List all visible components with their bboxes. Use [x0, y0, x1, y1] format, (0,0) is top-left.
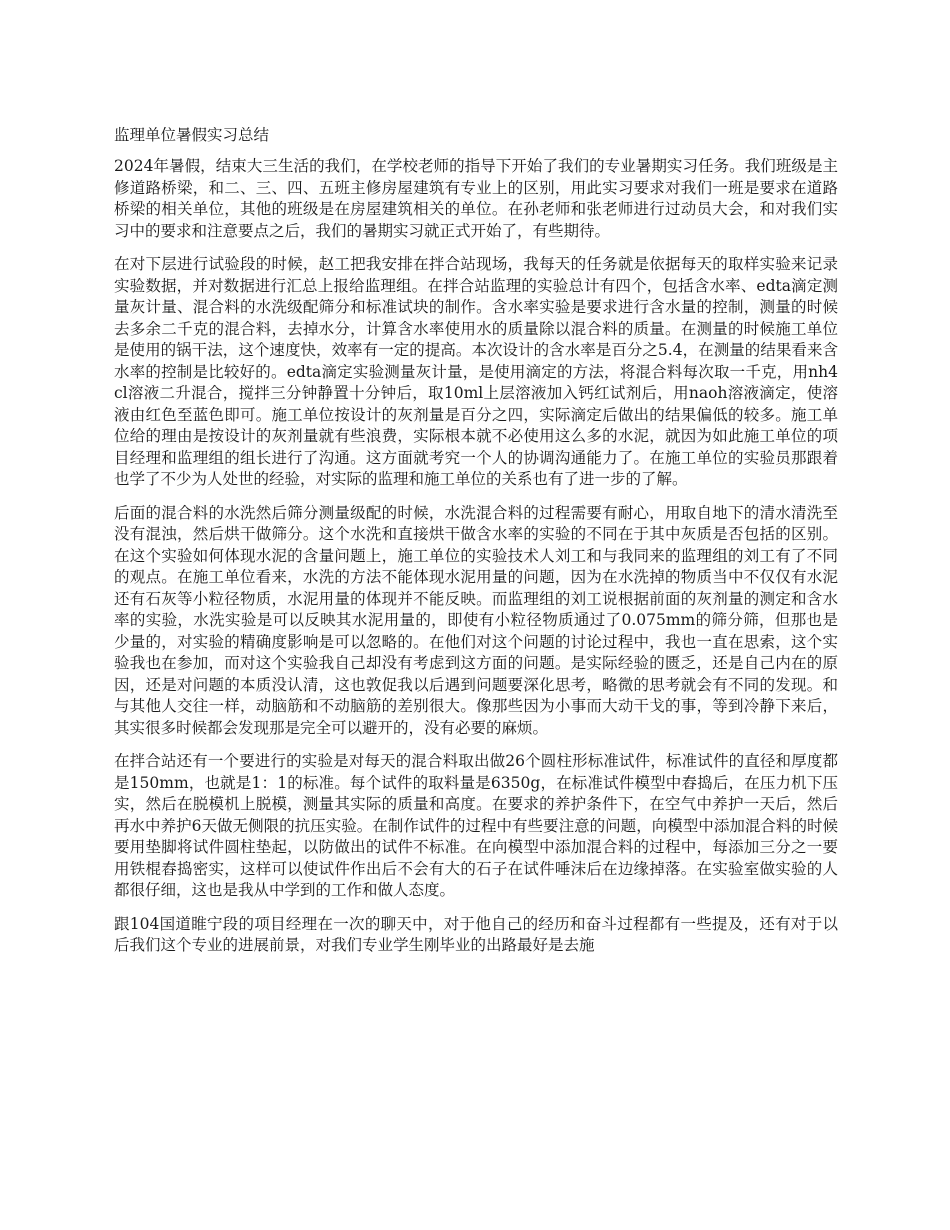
paragraph-mixing-station-tests: 在对下层进行试验段的时候，赵工把我安排在拌合站现场，我每天的任务就是依据每天的取样实验来记录实验数据，并对数据进行汇总上报给监理组。在拌合站监理的实验总计有四个，包括含水率、edta滴定测量灰计量、混合料的水洗级配筛分和标准试块的制作。含水率实验是要求进行含水量的控制，测量的时候去多余二千克的混合料，去掉水分，计算含水率使用水的质量除以混合料的质量。在测量的时候施工单位是使用的锅干法，这个速度快，效率有一定的提高。本次设计的含水率是百分之5.4，在测量的结果看来含水率的控制是比较好的。edta滴定实验测量灰计量，是使用滴定的方法，将混合料每次取一千克，用nh4cl溶液二升混合，搅拌三分钟静置十分钟后，取10ml上层溶液加入钙红试剂后，用naoh溶液滴定，使溶液由红色至蓝色即可。施工单位按设计的灰剂量是百分之四，实际滴定后做出的结果偏低的较多。施工单位给的理由是按设计的灰剂量就有些浪费，实际根本就不必使用这么多的水泥，就因为如此施工单位的项目经理和监理组的组长进行了沟通。这方面就考究一个人的协调沟通能力了。在施工单位的实验员那跟着也学了不少为人处世的经验，对实际的监理和施工单位的关系也有了进一步的了解。: [114, 255, 838, 488]
paragraph-standard-specimens: 在拌合站还有一个要进行的实验是对每天的混合料取出做26个圆柱形标准试件，标准试件的直径和厚度都是150mm，也就是1：1的标准。每个试件的取料量是6350g，在标准试件模型中舂捣后，在压力机下压实，然后在脱模机上脱模，测量其实际的质量和高度。在要求的养护条件下，在空气中养护一天后，然后再水中养护6天做无侧限的抗压实验。在制作试件的过程中有些要注意的问题，向模型中添加混合料的时候要用垫脚将试件圆柱垫起，以防做出的试件不标准。在向模型中添加混合料的过程中，每添加三分之一要用铁棍舂捣密实，这样可以使试件作出后不会有大的石子在试件唾沫后在边缘掉落。在实验室做实验的人都很仔细，这也是我从中学到的工作和做人态度。: [114, 752, 838, 899]
document-title: 监理单位暑假实习总结: [114, 126, 270, 144]
paragraph-intro: 2024年暑假，结束大三生活的我们，在学校老师的指导下开始了我们的专业暑期实习任务。我们班级是主修道路桥梁，和二、三、四、五班主修房屋建筑有专业上的区别，用此实习要求对我们一班是要求在道路桥梁的相关单位，其他的班级是在房屋建筑相关的单位。在孙老师和张老师进行过动员大会，和对我们实习中的要求和注意要点之后，我们的暑期实习就正式开始了，有些期待。: [114, 157, 838, 240]
paragraph-washing-sieving: 后面的混合料的水洗然后筛分测量级配的时候，水洗混合料的过程需要有耐心，用取自地下的清水清洗至没有混浊，然后烘干做筛分。这个水洗和直接烘干做含水率的实验的不同在于其中灰质是否包括的区别。在这个实验如何体现水泥的含量问题上，施工单位的实验技术人刘工和与我同来的监理组的刘工有了不同的观点。在施工单位看来，水洗的方法不能体现水泥用量的问题，因为在水洗掉的物质当中不仅仅有水泥还有石灰等小粒径物质，水泥用量的体现并不能反映。而监理组的刘工说根据前面的灰剂量的测定和含水率的实验，水洗实验是可以反映其水泥用量的，即使有小粒径物质通过了0.075mm的筛分筛，但那也是少量的，对实验的精确度影响是可以忽略的。在他们对这个问题的讨论过程中，我也一直在思索，这个实验我也在参加，而对这个实验我自己却没有考虑到这方面的问题。是实际经验的匮乏，还是自己内在的原因，还是对问题的本质没认清，这也敦促我以后遇到问题要深化思考，略微的思考就会有不同的发现。和与其他人交往一样，动脑筋和不动脑筋的差别很大。像那些因为小事而大动干戈的事，等到冷静下来后，其实很多时候都会发现那是完全可以避开的，没有必要的麻烦。: [114, 503, 838, 737]
paragraph-project-manager: 跟104国道睢宁段的项目经理在一次的聊天中，对于他自己的经历和奋斗过程都有一些提及，还有对于以后我们这个专业的进展前景，对我们专业学生刚毕业的出路最好是去施: [114, 914, 838, 954]
